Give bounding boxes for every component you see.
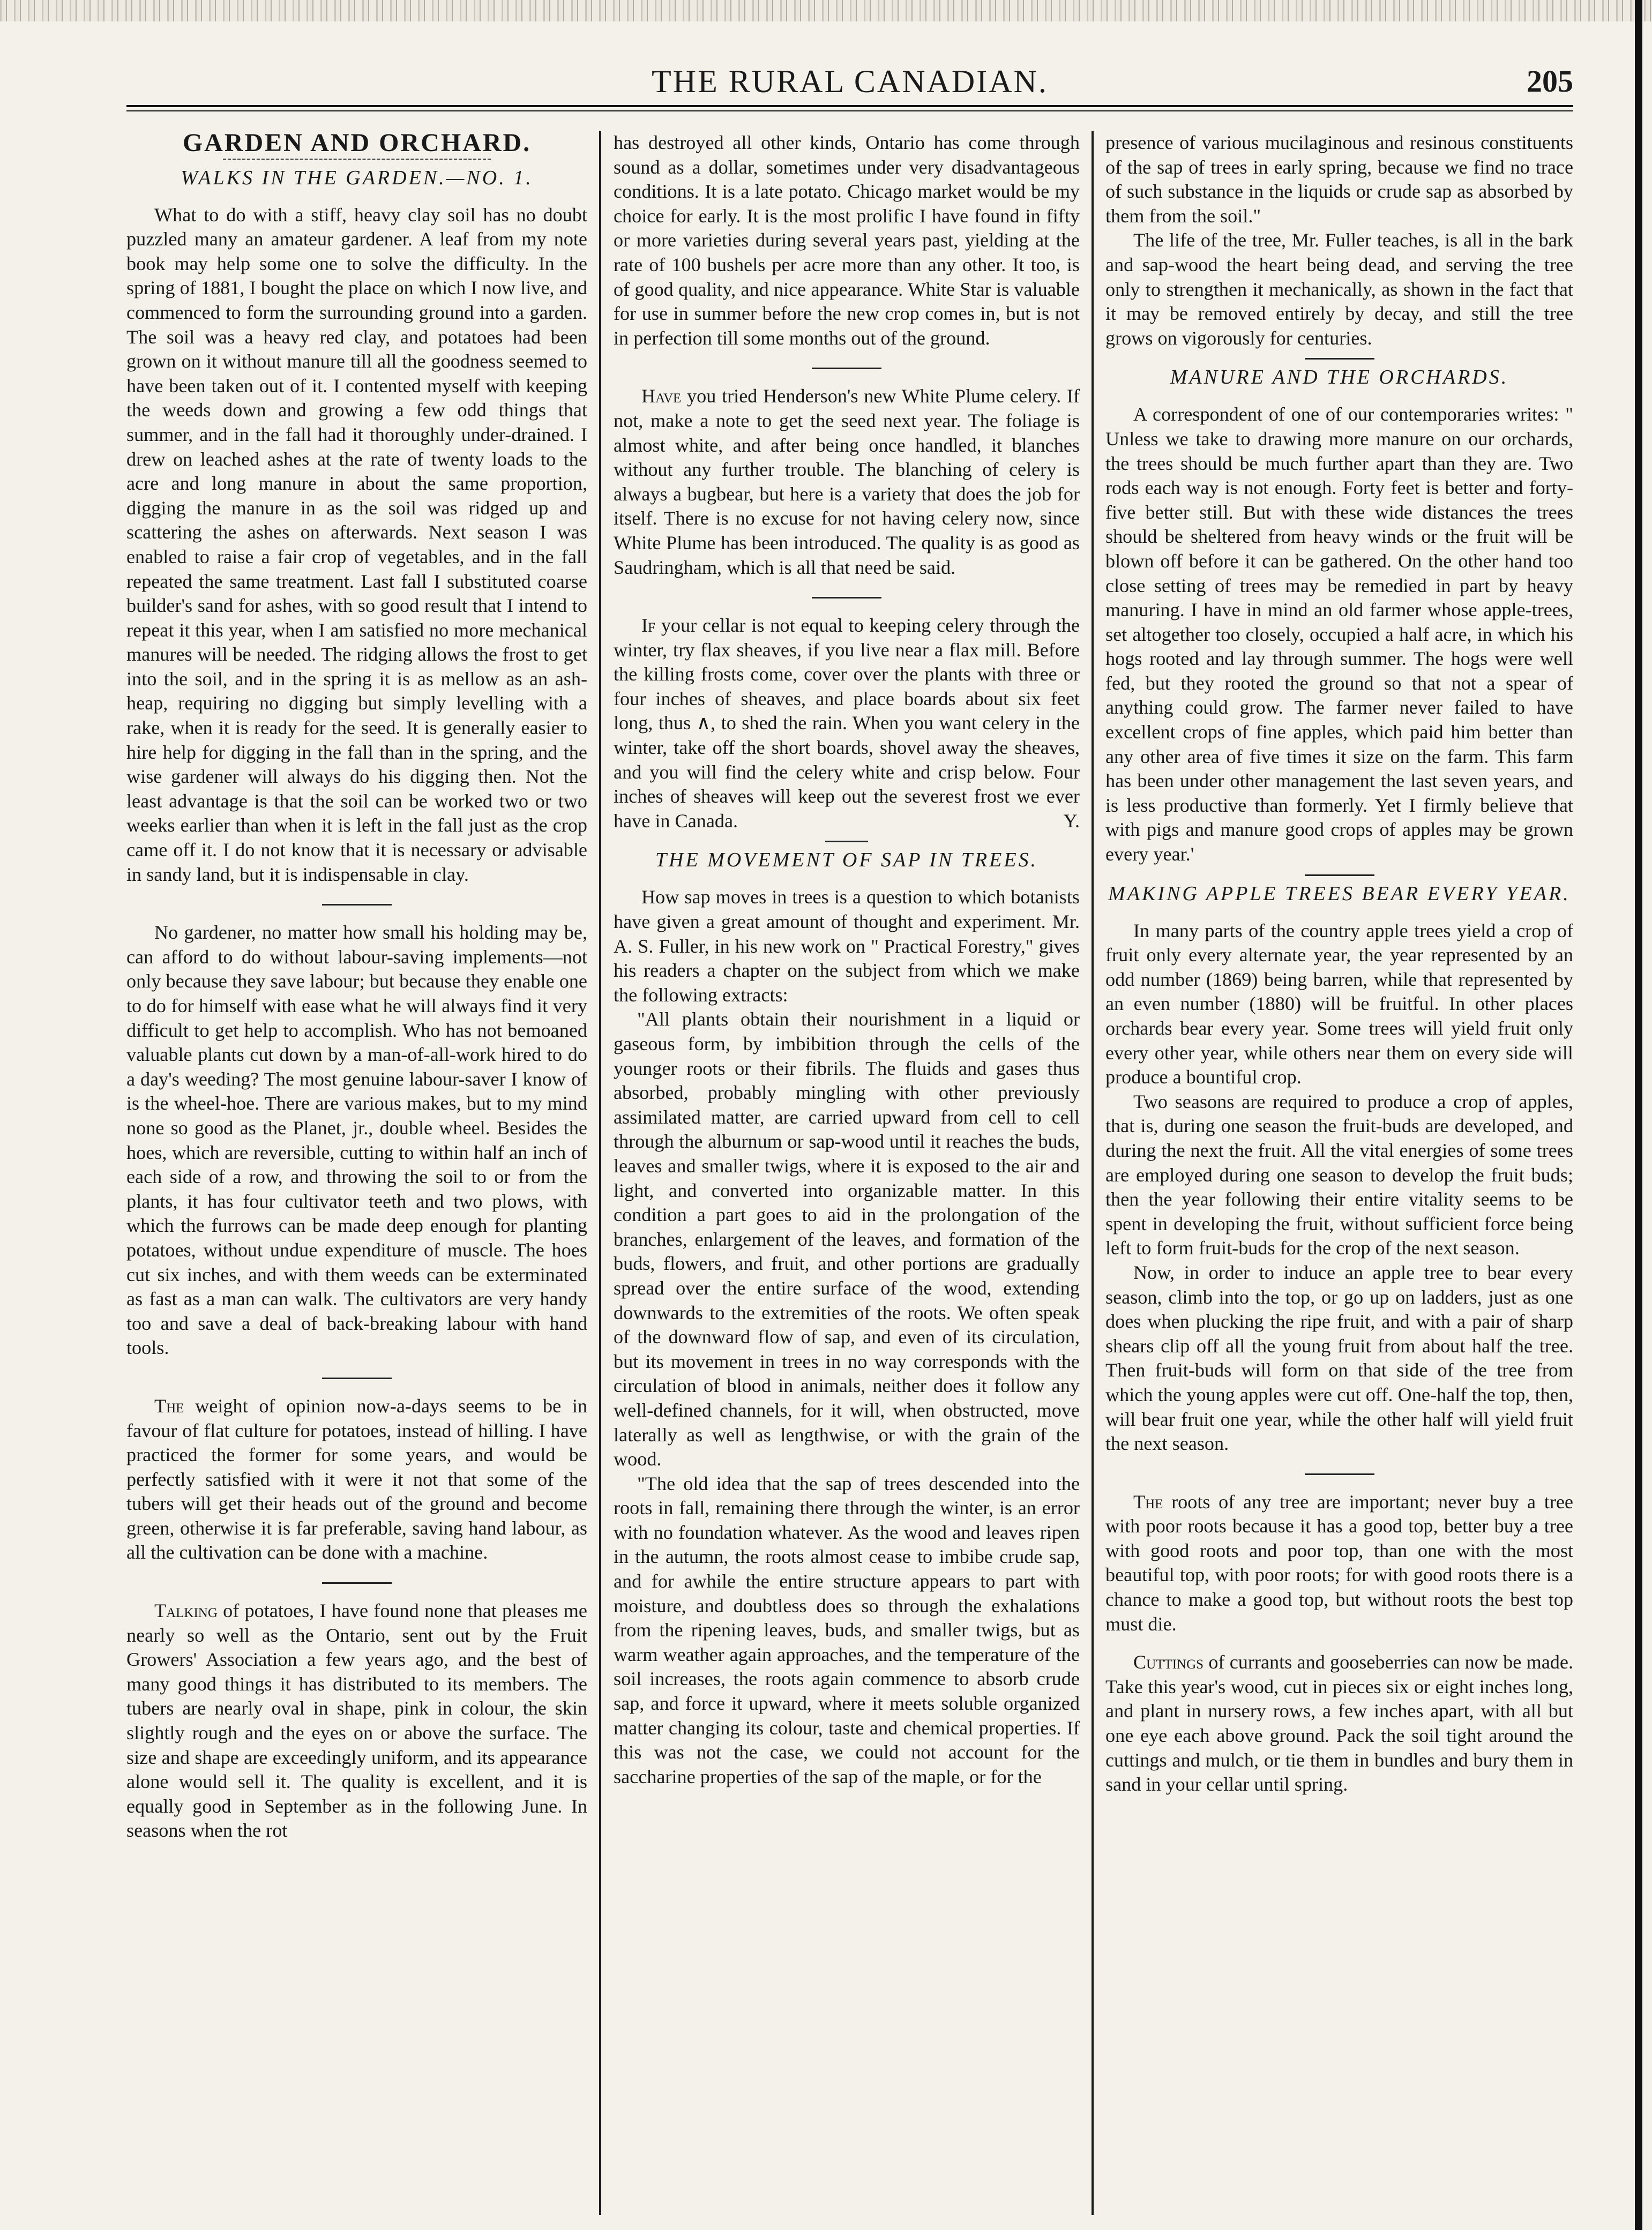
lead-word: Talking [154, 1600, 218, 1622]
paragraph [126, 1394, 587, 1565]
newspaper-title: THE RURAL CANADIAN. [652, 64, 1048, 99]
page-number: 205 [1527, 64, 1573, 99]
paragraph: The life of the tree, Mr. Fuller teaches, is all in the bark and sap-wood the heart being dead, and serving the tree only to strengthen it mechanically, as shown in the fact that it may be removed entirely by decay, and still the tree grows on vigorously for centuries. [1105, 229, 1573, 349]
column-1 [126, 131, 587, 2215]
lead-word: Have [641, 385, 682, 407]
separator [1305, 1473, 1374, 1475]
paragraph-text: weight of opinion now-a-days seems to be in favour of flat culture for potatoes, instead of hilling. I have practiced the former for some years, and would be perfectly satisfied with it were it not that some of the tubers will get their heads out of the ground and become green, otherwise it is far preferable, saving hand labour, as all the cultivation can be done with a machine. [126, 1395, 587, 1563]
paragraph [126, 1599, 587, 1843]
column-rule-2 [1092, 131, 1094, 2215]
separator [322, 1378, 392, 1379]
paragraph [614, 613, 1080, 833]
lead-word: The [154, 1395, 184, 1417]
separator [1305, 874, 1374, 876]
separator [322, 1582, 392, 1584]
article-heading-sap: THE MOVEMENT OF SAP IN TREES. [655, 849, 1038, 872]
page-header [126, 63, 1573, 106]
paragraph-text: you tried Henderson's new White Plume celery. If not, make a note to get the seed next year. The foliage is almost white, and after being once handled, it blanches without any further trouble. The blanching of celery is always a bugbear, but here is a variety that does the job for itself. There is no excuse for not having celery now, since White Plume has been introduced. The quality is as good as Saudringham, which is all that need be said. [614, 385, 1080, 578]
paragraph: has destroyed all other kinds, Ontario has come through sound as a dollar, sometimes under very disadvantageous conditions. It is a late potato. Chicago market would be my choice for early. It is the most prolific I have found in fifty or more varieties during several years past, yielding at the rate of 100 bushels per acre more than any other. It too, is of good quality, and nice appearance. White Star is valuable for use in summer before the new crop comes in, but is not in perfection till some months out of the ground. [614, 132, 1080, 349]
paragraph: A correspondent of one of our contemporaries writes: " Unless we take to drawing more manure on our orchards, the trees should be much further apart than they are. Two rods each way is not enough. Forty feet is better and forty-five better still. But with these wide distances the trees should be sheltered from heavy winds or the fruit will be blown off before it can be gathered. On the other hand too close setting of trees may be remedied in part by heavy manuring. I have in mind an old farmer whose apple-trees, set altogether too closely, occupied a half acre, in which his hogs rooted and lay through summer. The hogs were well fed, but they rooted the ground so that not a spear of anything could grow. The farmer never failed to have excellent crops of fine apples, which paid him better than any other area of five times it size on the farm. This farm has been under other management the last seven years, and is less productive than formerly. Yet I firmly believe that with pigs and manure good crops of apples may be grown every year.' [1105, 403, 1573, 865]
dashed-divider [223, 159, 491, 160]
paragraph-text: of currants and gooseberries can now be made. Take this year's wood, cut in pieces six or eight inches long, and plant in nursery rows, a few inches apart, with all but one eye each above ground. Pack the soil tight around the cuttings and mulch, or tie them in bundles and bury them in sand in your cellar until spring. [1105, 1651, 1573, 1795]
paragraph-text: roots of any tree are important; never buy a tree with poor roots because it has a good top, better buy a tree with good roots and poor top, than one with the most beautiful top, with poor roots; for with good roots there is a chance to make a good top, but without roots the best top must die. [1105, 1491, 1573, 1635]
paragraph: What to do with a stiff, heavy clay soil has no doubt puzzled many an amateur gardener. A leaf from my note book may help some one to solve the difficulty. In the spring of 1881, I bought the place on which I now live, and commenced to form the surrounding ground into a garden. The soil was a heavy red clay, and potatoes had been grown on it without manure till all the goodness seemed to have been taken out of it. I contented myself with keeping the weeds down and growing a few odd things that summer, and in the fall had it thoroughly under-drained. I drew on leached ashes at the rate of twenty loads to the acre and long manure in about the same proportion, digging the manure in as the soil was ridged up and scattering the ashes on afterwards. Next season I was enabled to raise a fair crop of vegetables, and in the fall repeated the same treatment. Last fall I substituted coarse builder's sand for ashes, with so good result that I intend to repeat it this year, when I am satisfied no more mechanical manures will be needed. The ridging allows the frost to get into the soil, and in the spring it is as mellow as an ash-heap, requiring no digging but simply levelling with a rake, when it is ready for the seed. It is generally easier to hire help for digging in the fall than in the spring, and the wise gardener will always do his digging then. Not the least advantage is that the soil can be worked two or two weeks earlier than when it is left in the fall just as the crop came off it. I do not know that it is necessary or advisable in sandy land, but it is indispensable in clay. [126, 204, 587, 885]
paragraph-text: your cellar is not equal to keeping celery through the winter, try flax sheaves, if you live near a flax mill. Before the killing frosts come, cover over the plants with three or four inches of sheaves, and place boards about six feet long, thus ∧, to shed the rain. When you want celery in the winter, take off the short boards, shovel away the sheaves, and you will find the celery white and crisp below. Four inches of sheaves will keep out the severest frost we ever have in Canada. [614, 615, 1080, 832]
lead-word: Cuttings [1133, 1651, 1204, 1673]
paragraph [1105, 1650, 1573, 1797]
paragraph [614, 384, 1080, 580]
article-heading-manure: MANURE AND THE ORCHARDS. [1170, 366, 1509, 389]
separator [825, 841, 868, 842]
paragraph: "The old idea that the sap of trees descended into the roots in fall, remaining there through the winter, is an error with no foundation whatever. As the wood and leaves ripen in the autumn, the roots almost cease to imbibe crude sap, and for awhile the entire structure appears to part with moisture, and doubtless does so through the exhalations from the ripening leaves, buds, and smaller twigs, but as warm weather again approaches, and the temperature of the soil increases, the roots again commence to absorb crude sap, and force it upward, where it meets soluble organized matter changing its colour, taste and chemical properties. If this was not the case, we could not account for the saccharine properties of the sap of the maple, or for the [614, 1472, 1080, 1787]
paragraph: Now, in order to induce an apple tree to bear every season, climb into the top, or go up on ladders, just as one does when plucking the ripe fruit, and with a pair of sharp shears clip off all the young fruit from about half the tree. Then fruit-buds will form on that side of the tree from which the young apples were cut off. One-half the top, then, will bear fruit one year, while the other half will yield fruit the next season. [1105, 1261, 1573, 1455]
section-title: GARDEN AND ORCHARD. [182, 131, 532, 157]
column-2 [614, 131, 1080, 2215]
paragraph: "All plants obtain their nourishment in a liquid or gaseous form, by imbibition through the cells of the younger roots or their fibrils. The fluids and gases thus absorbed, probably mingling with other previously assimilated matter, are carried upward from cell to cell through the alburnum or sap-wood until it reaches the buds, leaves and smaller twigs, where it is exposed to the air and light, and converted into organizable matter. In this condition a part goes to aid in the prolongation of the branches, enlargement of the leaves, and formation of the buds, flowers, and fruit, and other portions are gradually spread over the entire surface of the wood, extending downwards to the extremities of the roots. We often speak of the downward flow of sap, and even of its circulation, but its movement in trees in no way corresponds with the circulation of blood in animals, neither does it follow any well-defined channels, for it will, when obstructed, move laterally as well as lengthwise, or with the grain of the wood. [614, 1008, 1080, 1470]
lead-word: The [1133, 1491, 1163, 1513]
paragraph-text: of potatoes, I have found none that pleases me nearly so well as the Ontario, sent out by the Fruit Growers' Association a few years ago, and the best of many good things it has distributed to its members. The tubers are nearly oval in shape, pink in colour, the skin slightly rough and the eyes on or above the surface. The size and shape are exceedingly uniform, and its appearance alone would sell it. The quality is excellent, and it is equally good in September as in the following June. In seasons when the rot [126, 1600, 587, 1842]
scan-right-edge [1635, 0, 1642, 2230]
paragraph [1105, 1490, 1573, 1637]
column-rule-1 [599, 131, 601, 2215]
separator [1305, 358, 1374, 360]
column-3 [1105, 131, 1573, 2215]
paragraph: presence of various mucilaginous and resinous constituents of the sap of trees in early spring, because we find no trace of such substance in the liquids or crude sap as absorbed by them from the soil." [1105, 132, 1573, 227]
article-heading-apple-trees: MAKING APPLE TREES BEAR EVERY YEAR. [1108, 882, 1571, 905]
separator [322, 904, 392, 906]
header-rule-top [126, 105, 1573, 107]
article-heading-walks: WALKS IN THE GARDEN.—NO. 1. [181, 166, 533, 189]
paragraph: Two seasons are required to produce a crop of apples, that is, during one season the fruit-buds are developed, and during the next the fruit. All the vital energies of some trees are employed during one season to develop the fruit buds; then the year following their entire vitality seems to be spent in developing the fruit, without sufficient force being left to form fruit-buds for the crop of the next season. [1105, 1090, 1573, 1259]
lead-word: If [641, 615, 655, 637]
scan-top-border [0, 0, 1652, 21]
header-rule-bottom [126, 110, 1573, 111]
author-signature: Y. [1063, 810, 1080, 832]
separator [812, 597, 881, 598]
paragraph: In many parts of the country apple trees yield a crop of fruit only every alternate year, the year represented by an odd number (1869) being barren, while that represented by an even number (1880) will be fruitful. In other places orchards bear every year. Some trees will yield fruit only every other year, while others near them on every side will produce a bountiful crop. [1105, 919, 1573, 1088]
paragraph: How sap moves in trees is a question to which botanists have given a great amount of thought and experiment. Mr. A. S. Fuller, in his new work on " Practical Forestry," gives his readers a chapter on the subject from which we make the following extracts: [614, 886, 1080, 1006]
separator [812, 368, 881, 369]
paragraph: No gardener, no matter how small his holding may be, can afford to do without labour-saving implements—not only because they save labour; but because they enable one to do for himself with ease what he will always find it very difficult to get help to accomplish. Who has not bemoaned valuable plants cut down by a man-of-all-work hired to do a day's weeding? The most genuine labour-saver I know of is the wheel-hoe. There are various makes, but to my mind none so good as the Planet, jr., double wheel. Besides the hoes, which are reversible, cutting to within half an inch of each side of a row, and throwing the soil to or from the plants, it has four cultivator teeth and two plows, with which the furrows can be made deep enough for planting potatoes, without undue expenditure of muscle. The hoes cut six inches, and with them weeds can be exterminated as fast as a man can walk. The cultivators are very handy too and save a deal of back-breaking labour with hand tools. [126, 922, 587, 1359]
